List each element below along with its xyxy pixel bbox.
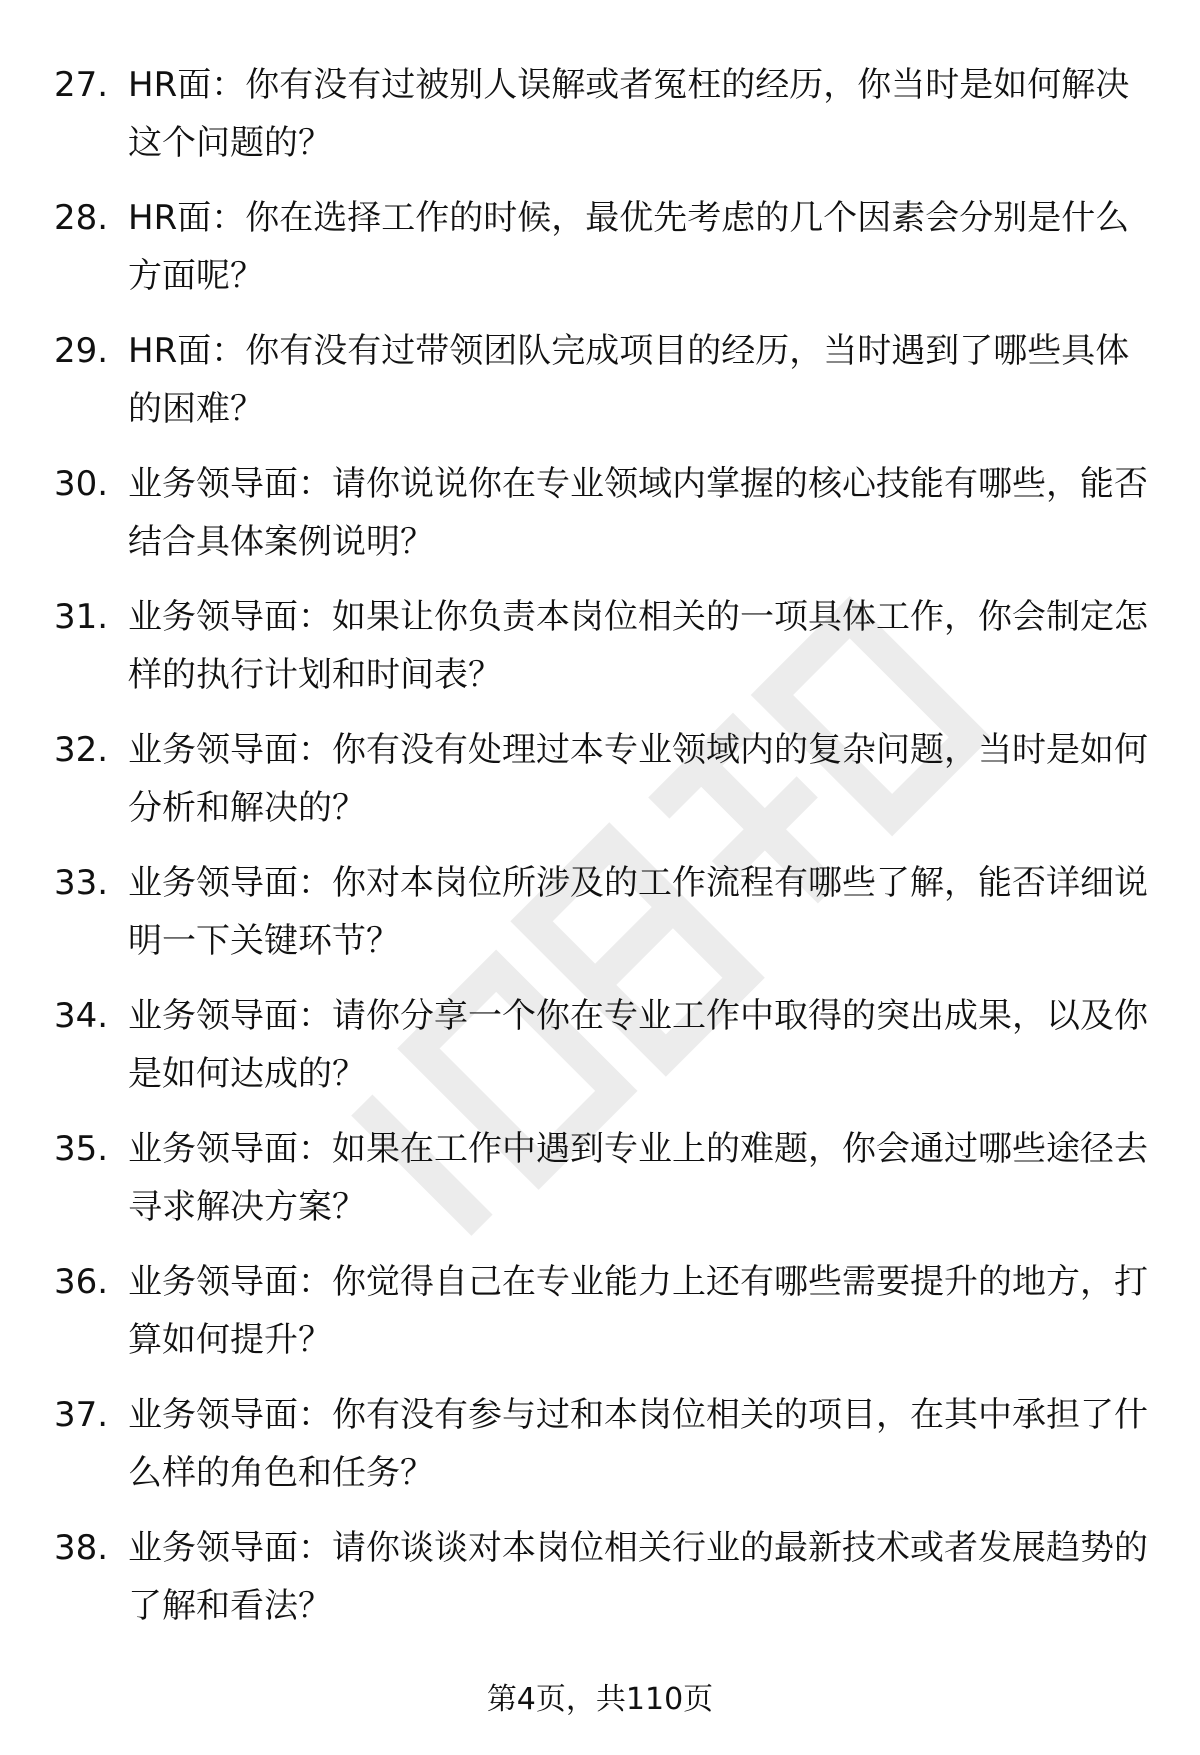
question-number: 35. xyxy=(54,1129,109,1169)
question-text: 业务领导面：如果让你负责本岗位相关的一项具体工作，你会制定怎样的执行计划和时间表？ xyxy=(128,597,1148,695)
question-text: 业务领导面：你有没有参与过和本岗位相关的项目，在其中承担了什么样的角色和任务？ xyxy=(128,1395,1148,1493)
question-number: 30. xyxy=(54,464,109,504)
question-item xyxy=(0,189,1200,322)
question-text: HR面：你有没有过被别人误解或者冤枉的经历，你当时是如何解决这个问题的？ xyxy=(128,65,1130,163)
question-item xyxy=(0,56,1200,189)
question-number: 29. xyxy=(54,331,109,371)
question-number: 27. xyxy=(54,65,109,105)
question-text: 业务领导面：你觉得自己在专业能力上还有哪些需要提升的地方，打算如何提升？ xyxy=(128,1262,1148,1360)
question-item xyxy=(0,1120,1200,1253)
question-item xyxy=(0,1253,1200,1386)
question-number: 28. xyxy=(54,198,109,238)
question-text: 业务领导面：你对本岗位所涉及的工作流程有哪些了解，能否详细说明一下关键环节？ xyxy=(128,863,1148,961)
question-text: HR面：你有没有过带领团队完成项目的经历，当时遇到了哪些具体的困难？ xyxy=(128,331,1130,429)
question-text: 业务领导面：如果在工作中遇到专业上的难题，你会通过哪些途径去寻求解决方案？ xyxy=(128,1129,1148,1227)
question-item xyxy=(0,854,1200,987)
question-item xyxy=(0,721,1200,854)
question-item xyxy=(0,1519,1200,1652)
question-number: 34. xyxy=(54,996,109,1036)
question-number: 37. xyxy=(54,1395,109,1435)
question-text: 业务领导面：请你分享一个你在专业工作中取得的突出成果，以及你是如何达成的？ xyxy=(128,996,1148,1094)
question-item xyxy=(0,1386,1200,1519)
question-item xyxy=(0,455,1200,588)
question-number: 38. xyxy=(54,1528,109,1568)
question-item xyxy=(0,588,1200,721)
question-item xyxy=(0,987,1200,1120)
question-number: 36. xyxy=(54,1262,109,1302)
question-text: 业务领导面：你有没有处理过本专业领域内的复杂问题，当时是如何分析和解决的？ xyxy=(128,730,1148,828)
question-number: 31. xyxy=(54,597,109,637)
question-item xyxy=(0,322,1200,455)
question-text: HR面：你在选择工作的时候，最优先考虑的几个因素会分别是什么方面呢？ xyxy=(128,198,1130,296)
question-text: 业务领导面：请你说说你在专业领域内掌握的核心技能有哪些，能否结合具体案例说明？ xyxy=(128,464,1148,562)
question-number: 32. xyxy=(54,730,109,770)
question-number: 33. xyxy=(54,863,109,903)
question-list xyxy=(0,56,1200,1652)
page-number: 第4页，共110页 xyxy=(486,1682,714,1717)
question-text: 业务领导面：请你谈谈对本岗位相关行业的最新技术或者发展趋势的了解和看法？ xyxy=(128,1528,1148,1626)
